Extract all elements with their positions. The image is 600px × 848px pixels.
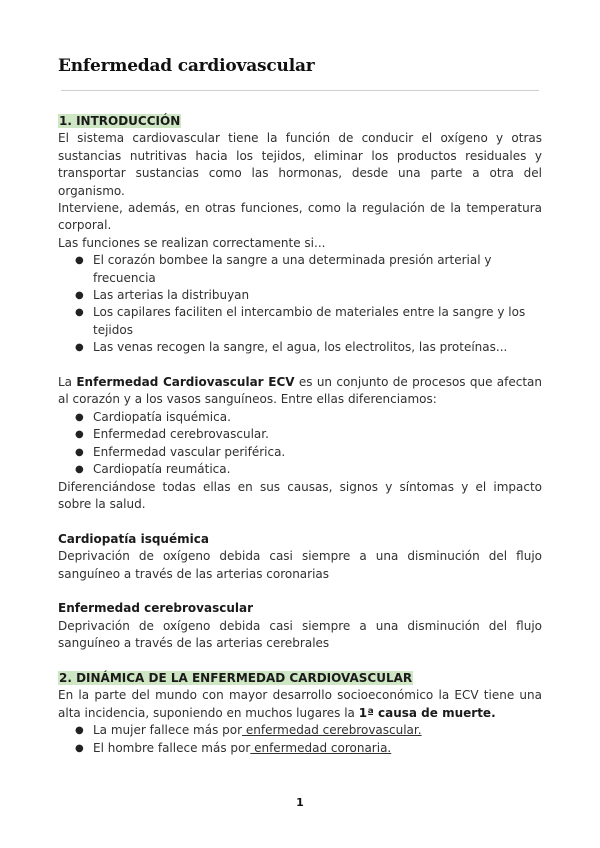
cardiopatia-isquemica-text: Deprivación de oxígeno debida casi siempre a una disminución del flujo sanguíneo a través de las arterias coronarias — [58, 549, 542, 581]
list-item-text: Las arterias la distribuyan — [93, 288, 250, 303]
list-item — [75, 409, 542, 426]
intro-paragraph-2: Interviene, además, en otras funciones, como la regulación de la temperatura corporal. — [58, 201, 542, 233]
list-item-text: El corazón bombee la sangre a una determinada presión arterial y frecuencia — [93, 253, 492, 285]
page-number: 1 — [296, 796, 304, 809]
functions-list — [58, 252, 542, 356]
spacer — [58, 357, 542, 374]
list-item-text: Cardiopatía isquémica. — [93, 409, 231, 424]
intro-paragraph-1: El sistema cardiovascular tiene la función de conducir el oxígeno y otras sustancias nutritivas hacia los tejidos, eliminar los productos residuales y transportar sustancias como las hormonas, desde una parte a otra del organismo. — [58, 131, 542, 198]
ecv-term: Enfermedad Cardiovascular ECV — [76, 375, 295, 390]
list-item — [75, 722, 542, 739]
list-item-text: La mujer fallece más por — [93, 723, 243, 738]
bullet-icon: ● — [75, 342, 84, 354]
list-item — [75, 252, 542, 287]
bullet-icon: ● — [75, 429, 84, 441]
section-heading-introduccion — [58, 113, 542, 130]
list-item-text: Cardiopatía reumática. — [93, 462, 231, 477]
section-heading-text: 1. INTRODUCCIÓN — [59, 114, 181, 128]
subheading-enfermedad-cerebrovascular: Enfermedad cerebrovascular — [58, 601, 254, 616]
ecv-text-post: es un conjunto de procesos que afectan al corazón y a los vasos sanguíneos. Entre ellas diferenciamos: — [58, 375, 543, 407]
bullet-icon: ● — [75, 742, 84, 754]
list-item — [75, 444, 542, 461]
bullet-icon: ● — [75, 290, 84, 302]
ecv-text-pre: La — [58, 375, 77, 390]
list-item — [75, 339, 542, 356]
dinamica-paragraph — [58, 687, 542, 722]
spacer — [58, 513, 542, 530]
ecv-summary-paragraph: Diferenciándose todas ellas en sus causas, signos y síntomas y el impacto sobre la salud. — [58, 479, 542, 511]
enfermedad-cerebrovascular-text: Deprivación de oxígeno debida casi siempre a una disminución del flujo sanguíneo a través de las arterias cerebrales — [58, 618, 542, 651]
intro-paragraph-3: Las funciones se realizan correctamente si... — [58, 235, 326, 250]
list-item — [75, 740, 542, 757]
spacer — [58, 583, 542, 600]
bullet-icon: ● — [75, 411, 84, 423]
underlined-term: enfermedad cerebrovascular. — [242, 723, 422, 738]
list-item-text: Enfermedad vascular periférica. — [93, 444, 286, 459]
list-item — [75, 461, 542, 478]
list-item-text: Los capilares faciliten el intercambio de materiales entre la sangre y los tejidos — [93, 305, 526, 337]
section-heading-text: 2. DINÁMICA DE LA ENFERMEDAD CARDIOVASCULAR — [59, 670, 413, 685]
list-item — [75, 304, 542, 339]
dinamica-emphasis: 1ª causa de muerte. — [358, 705, 496, 720]
list-item — [75, 426, 542, 443]
spacer — [58, 653, 542, 670]
subheading-cardiopatia-isquemica: Cardiopatía isquémica — [58, 531, 209, 546]
ecv-paragraph — [58, 374, 542, 409]
document-title: Enfermedad cardiovascular — [58, 56, 315, 76]
bullet-icon: ● — [75, 446, 84, 458]
list-item — [75, 287, 542, 304]
title-divider — [61, 90, 539, 91]
mortality-list — [58, 722, 542, 757]
list-item-text: Las venas recogen la sangre, el agua, los electrolitos, las proteínas... — [93, 340, 508, 355]
bullet-icon: ● — [75, 725, 84, 737]
list-item-text: El hombre fallece más por — [93, 740, 251, 755]
bullet-icon: ● — [75, 255, 84, 267]
bullet-icon: ● — [75, 464, 84, 476]
section-heading-dinamica — [58, 670, 542, 687]
dinamica-text-pre: En la parte del mundo con mayor desarrollo socioeconómico la ECV tiene una alta incidencia, suponiendo en muchos lugares la — [58, 688, 542, 720]
document-body — [58, 113, 542, 757]
bullet-icon: ● — [75, 307, 84, 319]
underlined-term: enfermedad coronaria. — [250, 740, 392, 755]
ecv-types-list — [58, 409, 542, 479]
list-item-text: Enfermedad cerebrovascular. — [93, 427, 269, 442]
